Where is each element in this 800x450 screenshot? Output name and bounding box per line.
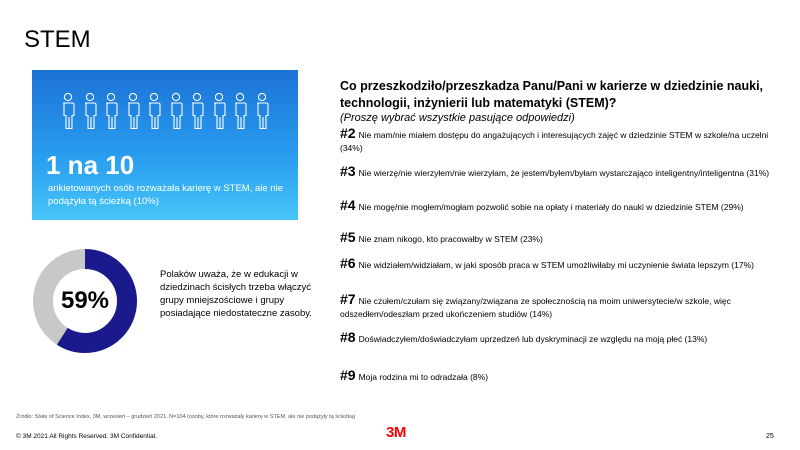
answer-rank: #4 xyxy=(340,197,356,213)
people-icon-row xyxy=(60,92,270,132)
person-icon xyxy=(146,92,162,132)
person-icon xyxy=(254,92,270,132)
3m-logo: 3M xyxy=(386,424,406,441)
hero-description: ankietowanych osób rozważała karierę w STEM, ale nie podążyła tą ścieżką (10%) xyxy=(48,183,283,207)
answer-item xyxy=(340,199,780,214)
person-icon xyxy=(125,92,141,132)
answer-rank: #5 xyxy=(340,229,356,245)
source-footnote: Źródło: State of Science Index, 3M, wrzesień – grudzień 2021, N=104 (osoby, które rozważały karierę w STEM, ale nie podążyły tą ścieżką) xyxy=(16,414,356,420)
person-icon xyxy=(103,92,119,132)
page-number: 25 xyxy=(766,433,774,440)
stat-hero-panel xyxy=(32,70,298,220)
donut-chart xyxy=(32,248,138,354)
slide-title: STEM xyxy=(24,26,91,53)
answer-text: Moja rodzina mi to odradzała (8%) xyxy=(358,372,489,382)
person-icon xyxy=(211,92,227,132)
answer-rank: #6 xyxy=(340,255,356,271)
answer-rank: #2 xyxy=(340,125,356,141)
answer-item xyxy=(340,257,780,272)
answer-text: Doświadczyłem/doświadczyłam uprzedzeń lub dyskryminacji ze względu na moją płeć (13%) xyxy=(358,334,708,344)
person-icon xyxy=(60,92,76,132)
hero-stat: 1 na 10 xyxy=(46,150,135,180)
answer-rank: #9 xyxy=(340,367,356,383)
survey-question: Co przeszkodziło/przeszkadza Panu/Pani w karierze w dziedzinie nauki, technologii, inżynierii lub matematyki (STEM)? xyxy=(340,79,764,110)
answer-item xyxy=(340,331,780,346)
donut-value: 59% xyxy=(60,287,110,314)
person-icon xyxy=(168,92,184,132)
answer-text: Nie widziałem/widziałam, w jaki sposób praca w STEM umożliwiłaby mi uczynienie świata lepszym (17%) xyxy=(358,260,754,270)
answer-text: Nie mam/nie miałem dostępu do angażujących i interesujących zajęć w dziedzinie STEM w szkole/na uczelni (34%) xyxy=(340,130,769,153)
person-icon xyxy=(189,92,205,132)
answer-item xyxy=(340,293,780,321)
survey-instruction: (Proszę wybrać wszystkie pasujące odpowiedzi) xyxy=(340,112,575,124)
person-icon xyxy=(232,92,248,132)
answer-item xyxy=(340,369,780,384)
donut-caption: Polaków uważa, że w edukacji w dziedzinach ścisłych trzeba włączyć grupy mniejszościowe i grupy posiadające niedostateczne zasoby. xyxy=(160,269,312,319)
person-icon xyxy=(82,92,98,132)
answer-item xyxy=(340,231,780,246)
answer-text: Nie znam nikogo, kto pracowałby w STEM (23%) xyxy=(358,234,543,244)
answer-item xyxy=(340,127,780,155)
answer-rank: #8 xyxy=(340,329,356,345)
answer-text: Nie wierzę/nie wierzyłem/nie wierzyłam, że jestem/byłem/byłam wystarczająco inteligentny/inteligentna (31%) xyxy=(358,168,770,178)
answer-rank: #7 xyxy=(340,291,356,307)
answer-text: Nie czułem/czułam się związany/związana ze społecznością na moim uniwersytecie/w szkole, więc odszedłem/odeszłam przed ukończeniem studiów (14%) xyxy=(340,296,731,319)
answer-item xyxy=(340,165,780,180)
answer-rank: #3 xyxy=(340,163,356,179)
copyright-text: © 3M 2021 All Rights Reserved. 3M Confidential. xyxy=(16,433,157,440)
answer-text: Nie mogę/nie mogłem/mogłam pozwolić sobie na opłaty i materiały do nauki w dziedzinie STEM (29%) xyxy=(358,202,744,212)
